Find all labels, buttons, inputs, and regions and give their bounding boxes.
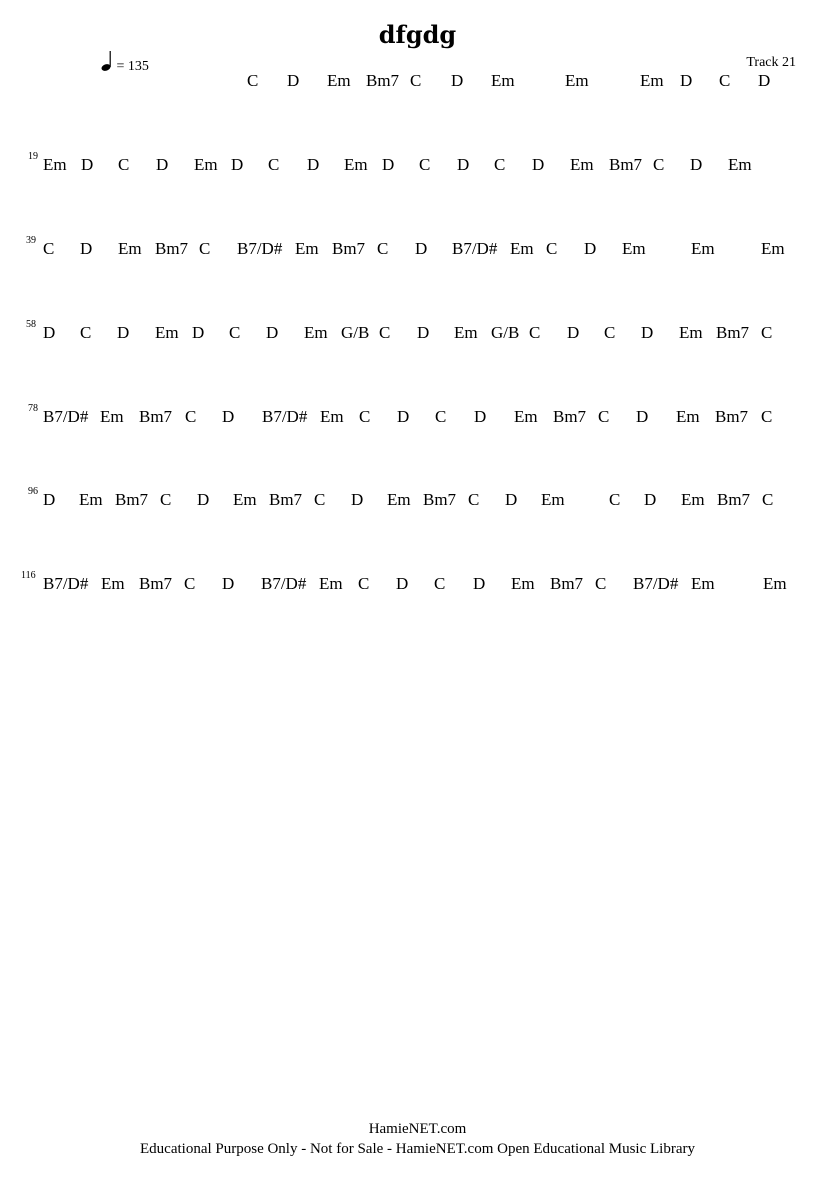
system-2 xyxy=(0,151,835,179)
chord-symbol: D xyxy=(43,323,56,342)
song-title: dfgdg xyxy=(378,20,457,49)
chord-symbol: C xyxy=(185,407,197,426)
chord-symbol: D xyxy=(80,239,93,258)
chord-symbol: Em xyxy=(728,155,752,174)
chord-symbol: Em xyxy=(155,323,179,342)
chord-symbol: Em xyxy=(118,239,142,258)
chord-symbol: C xyxy=(419,155,431,174)
chord-symbol: Em xyxy=(295,239,319,258)
chord-symbol: D xyxy=(192,323,205,342)
chord-symbol: C xyxy=(43,239,55,258)
measure-number: 58 xyxy=(26,319,36,330)
chord-symbol: C xyxy=(80,323,92,342)
chord-symbol: D xyxy=(758,71,771,90)
chord-symbol: D xyxy=(43,490,56,509)
chord-symbol: C xyxy=(184,574,196,593)
chord-symbol: C xyxy=(229,323,241,342)
chord-symbol: Bm7 xyxy=(716,323,750,342)
measure-number: 116 xyxy=(21,570,36,581)
system-5 xyxy=(0,403,835,431)
chord-symbol: Em xyxy=(640,71,664,90)
chord-symbol: D xyxy=(81,155,94,174)
measure-number: 78 xyxy=(28,403,38,414)
chord-symbol: D xyxy=(117,323,130,342)
chord-symbol: C xyxy=(494,155,506,174)
chord-symbol: Bm7 xyxy=(155,239,189,258)
chord-symbol: Bm7 xyxy=(139,407,173,426)
chord-symbol: Bm7 xyxy=(423,490,457,509)
chord-symbol: Em xyxy=(763,574,787,593)
chord-symbol: D xyxy=(567,323,580,342)
chord-symbol: C xyxy=(609,490,621,509)
chord-symbol: D xyxy=(287,71,300,90)
chord-symbol: Em xyxy=(320,407,344,426)
chord-symbol: D xyxy=(222,407,235,426)
system-3 xyxy=(0,235,835,263)
chord-symbol: C xyxy=(434,574,446,593)
instrument-name: Track 21 xyxy=(746,55,796,70)
chord-symbol: C xyxy=(247,71,259,90)
chord-symbol: Em xyxy=(511,574,535,593)
chord-symbol: Em xyxy=(541,490,565,509)
measure-number: 19 xyxy=(28,151,38,162)
chord-symbol: Em xyxy=(387,490,411,509)
chord-symbol: D xyxy=(222,574,235,593)
measure-number: 96 xyxy=(28,486,38,497)
chord-symbol: D xyxy=(156,155,169,174)
chord-symbol: Em xyxy=(510,239,534,258)
chord-symbol: Em xyxy=(570,155,594,174)
chord-symbol: D xyxy=(307,155,320,174)
chord-symbol: Em xyxy=(691,574,715,593)
chord-symbol: D xyxy=(396,574,409,593)
chord-symbol: C xyxy=(598,407,610,426)
chord-symbol: C xyxy=(379,323,391,342)
chord-symbol: C xyxy=(199,239,211,258)
chord-symbol: Em xyxy=(344,155,368,174)
chord-symbol: C xyxy=(761,407,773,426)
chord-symbol: C xyxy=(529,323,541,342)
chord-symbol: C xyxy=(762,490,774,509)
chord-symbol: D xyxy=(690,155,703,174)
chord-symbol: Bm7 xyxy=(366,71,400,90)
tempo-text: = 135 xyxy=(116,59,149,74)
chord-symbol: D xyxy=(457,155,470,174)
system-7 xyxy=(0,570,835,598)
chord-symbol: Bm7 xyxy=(609,155,643,174)
chord-symbol: B7/D# xyxy=(452,239,498,258)
chord-symbol: C xyxy=(653,155,665,174)
chord-symbol: C xyxy=(546,239,558,258)
chord-symbol: Bm7 xyxy=(717,490,751,509)
chord-symbol: C xyxy=(118,155,130,174)
chord-symbol: D xyxy=(351,490,364,509)
chord-symbol: D xyxy=(382,155,395,174)
system-1 xyxy=(0,71,835,95)
chord-symbol: B7/D# xyxy=(43,407,89,426)
chord-symbol: D xyxy=(397,407,410,426)
chord-symbol: B7/D# xyxy=(633,574,679,593)
chord-symbol: Bm7 xyxy=(553,407,587,426)
chord-symbol: Em xyxy=(79,490,103,509)
chord-symbol: Em xyxy=(761,239,785,258)
chord-symbol: C xyxy=(410,71,422,90)
chord-symbol: Em xyxy=(681,490,705,509)
chord-symbol: B7/D# xyxy=(262,407,308,426)
chord-symbol: D xyxy=(636,407,649,426)
chord-symbol: B7/D# xyxy=(237,239,283,258)
chord-symbol: G/B xyxy=(491,323,520,342)
chord-symbol: Bm7 xyxy=(139,574,173,593)
chord-symbol: Em xyxy=(676,407,700,426)
chord-symbol: D xyxy=(415,239,428,258)
chord-symbol: Bm7 xyxy=(115,490,149,509)
chord-symbol: C xyxy=(314,490,326,509)
chord-symbol: C xyxy=(160,490,172,509)
chord-symbol: C xyxy=(595,574,607,593)
chord-symbol: G/B xyxy=(341,323,370,342)
chord-symbol: Em xyxy=(679,323,703,342)
chord-symbol: D xyxy=(641,323,654,342)
chord-symbol: Em xyxy=(565,71,589,90)
chord-symbol: C xyxy=(604,323,616,342)
chord-symbol: C xyxy=(359,407,371,426)
chord-symbol: Em xyxy=(514,407,538,426)
chord-symbol: Em xyxy=(100,407,124,426)
chord-symbol: Bm7 xyxy=(715,407,749,426)
footer xyxy=(0,1119,835,1159)
chord-symbol: D xyxy=(197,490,210,509)
chord-symbol: C xyxy=(761,323,773,342)
chord-symbol: Em xyxy=(43,155,67,174)
chord-symbol: Em xyxy=(327,71,351,90)
chord-symbol: Bm7 xyxy=(550,574,584,593)
chord-symbol: Em xyxy=(319,574,343,593)
chord-symbol: Bm7 xyxy=(269,490,303,509)
chord-symbol: D xyxy=(417,323,430,342)
system-4 xyxy=(0,319,835,347)
chord-symbol: D xyxy=(474,407,487,426)
measure-number: 39 xyxy=(26,235,36,246)
chord-symbol: B7/D# xyxy=(261,574,307,593)
chord-symbol: C xyxy=(268,155,280,174)
chord-symbol: C xyxy=(719,71,731,90)
footer-site: HamieNET.com xyxy=(368,1121,467,1137)
chord-symbol: D xyxy=(473,574,486,593)
chord-symbol: C xyxy=(468,490,480,509)
chord-symbol: Em xyxy=(101,574,125,593)
chord-symbol: Em xyxy=(304,323,328,342)
chord-symbol: D xyxy=(451,71,464,90)
chord-symbol: D xyxy=(266,323,279,342)
chord-symbol: D xyxy=(505,490,518,509)
footer-notice: Educational Purpose Only - Not for Sale - HamieNET.com Open Educational Music Library xyxy=(140,1141,695,1157)
chord-symbol: D xyxy=(231,155,244,174)
chord-symbol: Em xyxy=(622,239,646,258)
chord-symbol: C xyxy=(358,574,370,593)
chord-symbol: Em xyxy=(233,490,257,509)
chord-symbol: B7/D# xyxy=(43,574,89,593)
chord-symbol: D xyxy=(680,71,693,90)
chord-symbol: Em xyxy=(454,323,478,342)
chord-symbol: D xyxy=(584,239,597,258)
chord-symbol: D xyxy=(644,490,657,509)
chord-symbol: Em xyxy=(691,239,715,258)
quarter-note-icon xyxy=(101,50,113,72)
chord-symbol: C xyxy=(435,407,447,426)
chord-symbol: Em xyxy=(194,155,218,174)
chord-symbol: Bm7 xyxy=(332,239,366,258)
chord-symbol: C xyxy=(377,239,389,258)
system-6 xyxy=(0,486,835,514)
chord-symbol: Em xyxy=(491,71,515,90)
chord-symbol: D xyxy=(532,155,545,174)
